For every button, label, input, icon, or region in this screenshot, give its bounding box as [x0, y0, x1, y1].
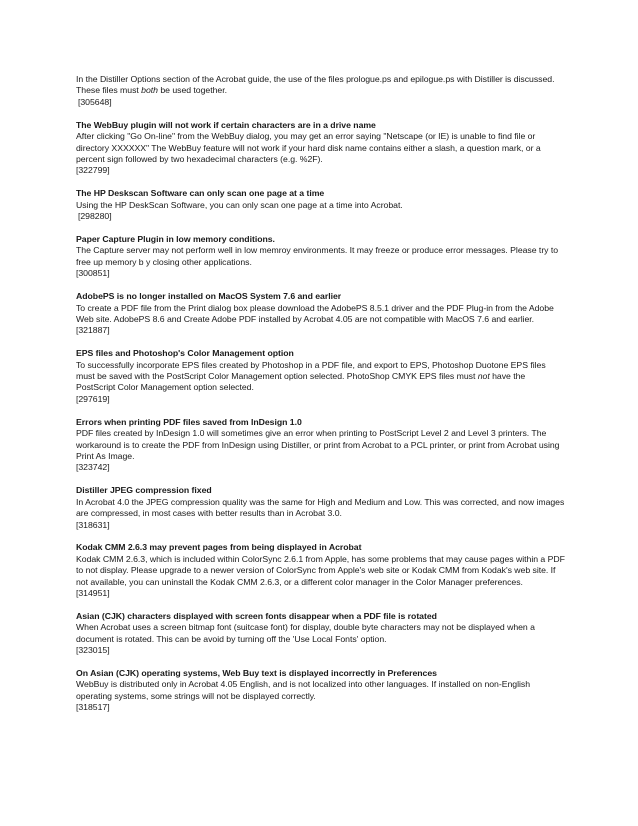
entry-body-emphasis: not [477, 371, 490, 382]
entry-title: The WebBuy plugin will not work if certain characters are in a drive name [76, 119, 376, 130]
entry-id: [321887] [76, 325, 110, 336]
entry-title: On Asian (CJK) operating systems, Web Buy text is displayed incorrectly in Preferences [76, 668, 437, 679]
entry-body: After clicking "Go On-line" from the WebBuy dialog, you may get an error saying "Netscape (or IE) is unable to find file or directory XXXXXX" The WebBuy feature will not work if your hard disk name contains either a slash, a question mark, or a percent sign followed by two hexadecimal characters (e.g. %2F). [76, 131, 541, 164]
entry-cjk-rotation [76, 611, 566, 657]
entry-id: [323742] [76, 462, 110, 473]
entry-body: In Acrobat 4.0 the JPEG compression quality was the same for High and Medium and Low. This was corrected, and now images are compressed, in most cases with better results than in Acrobat 3.0. [76, 496, 565, 519]
entry-body-start: To successfully incorporate EPS files created by Photoshop in a PDF file, and export to EPS, Photoshop Duotone EPS files must be saved with the PostScript Color Management option selected. PhotoShop CMYK EPS files must [76, 359, 546, 382]
entry-id: [297619] [76, 393, 110, 404]
intro-emphasis: both [141, 85, 158, 96]
entry-cjk-webbuy [76, 668, 566, 714]
intro-text-end: be used together. [157, 85, 227, 96]
document-page [76, 74, 566, 725]
entry-title: Distiller JPEG compression fixed [76, 485, 212, 496]
entry-kodak-cmm [76, 542, 566, 599]
entry-title: Kodak CMM 2.6.3 may prevent pages from being displayed in Acrobat [76, 542, 362, 553]
entry-title: Errors when printing PDF files saved from InDesign 1.0 [76, 416, 302, 427]
entry-title: AdobePS is no longer installed on MacOS System 7.6 and earlier [76, 291, 342, 302]
entry-indesign-printing [76, 417, 566, 474]
entry-eps-color-management [76, 348, 566, 405]
entry-id: [318517] [76, 702, 110, 713]
entry-id: [318631] [76, 519, 110, 530]
entry-id: [298280] [78, 211, 112, 222]
entry-body: To create a PDF file from the Print dialog box please download the AdobePS 8.5.1 driver and the PDF Plug-in from the Adobe Web site. AdobePS 8.6 and Create Adobe PDF installed by Acrobat 4.05 are not compatible with MacOS 7.6 and earlier. [76, 302, 554, 324]
entry-body: Using the HP DeskScan Software, you can only scan one page at a time into Acrobat. [76, 199, 403, 210]
intro-text [76, 74, 566, 97]
entry-body: PDF files created by InDesign 1.0 will sometimes give an error when printing to PostScript Level 2 and Level 3 printers. The workaround is to create the PDF from InDesign using Distiller, or print from Acrobat to a PCL printer, or print from Acrobat using Print As Image. [76, 428, 560, 461]
entry-body: Kodak CMM 2.6.3, which is included within ColorSync 2.6.1 from Apple, has some problems that may cause pages within a PDF to not display. Please upgrade to a newer version of ColorSync from Apple's web site or Kodak CMM from Kodak's web site. If not available, you can uninstall the Kodak CMM 2.6.3, or a different color manager in the Color Manager preferences. [76, 553, 565, 587]
intro-paragraph [76, 74, 566, 108]
entry-body: The Capture server may not perform well in low memroy environments. It may freeze or produce error messages. Please try to free up memory b y closing other applications. [76, 245, 559, 267]
intro-id: [305648] [78, 96, 112, 107]
entry-id: [300851] [76, 268, 110, 279]
entry-title: Asian (CJK) characters displayed with screen fonts disappear when a PDF file is rotated [76, 610, 437, 621]
entry-title: The HP Deskscan Software can only scan one page at a time [76, 188, 325, 199]
entry-body: When Acrobat uses a screen bitmap font (suitcase font) for display, double byte characters may not be displayed when a document is rotated. This can be avoid by turning off the 'Use Local Fonts' option. [76, 622, 535, 644]
entry-body-end: have the PostScript Color Management option selected. [76, 371, 526, 393]
entry-title: Paper Capture Plugin in low memory conditions. [76, 233, 275, 244]
entry-adobeps-macos [76, 291, 566, 337]
entry-body [76, 360, 566, 394]
entry-id: [322799] [76, 165, 110, 176]
entry-paper-capture [76, 234, 566, 280]
entry-hp-deskscan [76, 188, 566, 222]
entry-body: WebBuy is distributed only in Acrobat 4.05 English, and is not localized into other languages. If installed on non-English operating systems, some strings will not be displayed correctly. [76, 679, 531, 701]
entry-title: EPS files and Photoshop's Color Management option [76, 348, 294, 359]
entry-id: [314951] [76, 588, 110, 599]
entry-jpeg-compression [76, 485, 566, 531]
intro-text-start: In the Distiller Options section of the Acrobat guide, the use of the files prologue.ps and epilogue.ps with Distiller is discussed. These files must [76, 74, 555, 96]
entry-id: [323015] [76, 645, 110, 656]
entry-webbuy-drive-name [76, 120, 566, 177]
